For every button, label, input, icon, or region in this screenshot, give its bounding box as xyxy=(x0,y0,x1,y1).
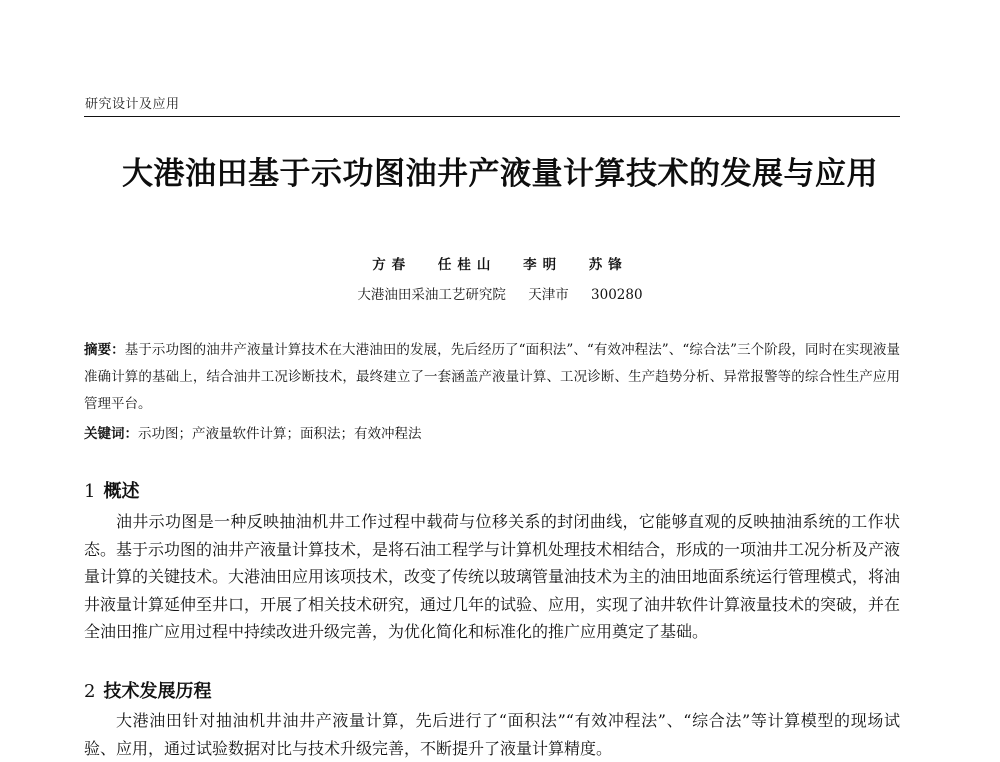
author-name: 苏锋 xyxy=(588,257,628,273)
author-name: 李明 xyxy=(523,257,563,273)
affiliation-city: 天津市 xyxy=(528,287,569,303)
section-heading xyxy=(84,477,139,503)
section-title: 技术发展历程 xyxy=(103,681,212,702)
paper-title: 大港油田基于示功图油井产液量计算技术的发展与应用 xyxy=(122,156,878,192)
author-list xyxy=(0,253,1000,273)
affiliation-institute: 大港油田采油工艺研究院 xyxy=(357,287,506,303)
keywords-label: 关键词： xyxy=(84,426,138,442)
section-number: 2 xyxy=(84,681,96,702)
author-name: 任桂山 xyxy=(437,257,497,273)
abstract-text: 基于示功图的油井产液量计算技术在大港油田的发展，先后经历了“面积法”、“有效冲程法”、“综合法”三个阶段，同时在实现液量准确计算的基础上，结合油井工况诊断技术，最终建立了一套涵盖产液量计算、工况诊断、生产趋势分析、异常报警等的综合性生产应用管理平台。 xyxy=(84,342,900,412)
keywords xyxy=(84,421,900,448)
section-paragraph: 油井示功图是一种反映抽油机井工作过程中载荷与位移关系的封闭曲线，它能够直观的反映抽油系统的工作状态。基于示功图的油井产液量计算技术，是将石油工程学与计算机处理技术相结合，形成的一项油井工况分析及产液量计算的关键技术。大港油田应用该项技术，改变了传统以玻璃管量油技术为主的油田地面系统运行管理模式，将油井液量计算延伸至井口，开展了相关技术研究，通过几年的试验、应用，实现了油井软件计算液量技术的突破，并在全油田推广应用过程中持续改进升级完善，为优化简化和标准化的推广应用奠定了基础。 xyxy=(84,512,901,641)
affiliation-postcode: 300280 xyxy=(591,287,643,303)
keywords-text: 示功图；产液量软件计算；面积法；有效冲程法 xyxy=(138,426,422,442)
section-heading xyxy=(84,677,211,703)
section-paragraph: 大港油田针对抽油机井油井产液量计算，先后进行了“面积法”“有效冲程法”、“综合法”等计算模型的现场试验、应用，通过试验数据对比与技术升级完善，不断提升了液量计算精度。 xyxy=(84,711,900,758)
journal-section-label: 研究设计及应用 xyxy=(85,97,180,112)
author-name: 方春 xyxy=(372,257,412,273)
section-number: 1 xyxy=(84,481,96,502)
section-title: 概述 xyxy=(103,481,140,502)
abstract xyxy=(84,337,900,418)
affiliation xyxy=(0,283,1000,303)
header-rule xyxy=(84,116,900,117)
abstract-label: 摘要： xyxy=(84,342,125,358)
